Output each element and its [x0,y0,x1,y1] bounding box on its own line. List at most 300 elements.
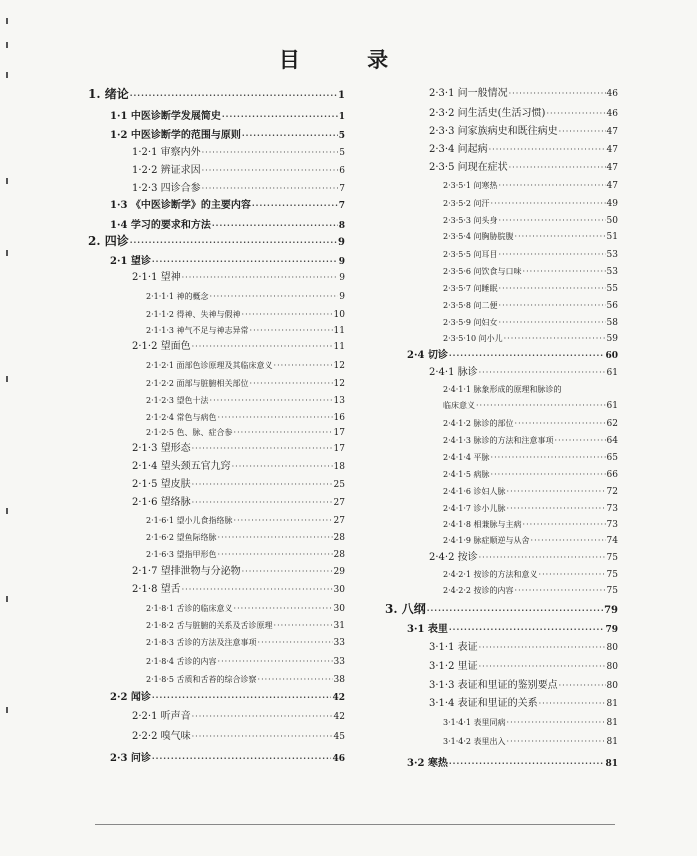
toc-entry-page: 47 [606,181,618,191]
dot-leader [499,248,606,262]
toc-entry[interactable] [429,125,618,139]
toc-entry-page: 11 [333,326,345,336]
dot-leader [202,182,339,196]
toc-entry-page: 6 [339,166,345,176]
toc-entry-label: 2·4·1·8 相兼脉与主病 [443,520,522,529]
toc-entry[interactable] [443,502,618,516]
dot-leader [212,218,338,232]
toc-entry-label: 2·1·6 望络脉 [132,497,191,508]
toc-entry-page: 17 [333,444,345,454]
toc-entry-label: 2·1·8·5 舌质和舌苔的综合诊察 [146,675,257,684]
toc-entry[interactable] [429,641,618,655]
dot-leader [523,518,606,532]
dot-leader [515,230,606,244]
toc-entry[interactable] [132,146,345,160]
toc-entry-page: 1 [338,112,345,122]
toc-entry[interactable] [443,248,618,262]
toc-entry-page: 61 [606,401,618,411]
toc-entry-label: 2·1·2 望面色 [132,341,191,352]
dot-leader [499,299,606,313]
toc-entry[interactable] [110,690,345,705]
toc-entry-label: 2·1·1·2 得神、失神与假神 [146,310,241,319]
toc-entry[interactable] [407,622,618,637]
toc-entry[interactable] [385,602,618,618]
dot-leader [192,478,333,492]
margin-mark [6,250,8,256]
dot-leader [152,254,338,268]
toc-entry[interactable] [429,87,618,101]
dot-leader [218,531,333,545]
toc-entry[interactable] [429,107,618,121]
dot-leader [192,340,333,354]
dot-leader [489,143,606,157]
toc-entry-page: 75 [606,553,618,563]
toc-entry[interactable] [146,377,345,391]
toc-entry-label: 2·2·1 听声音 [132,711,191,722]
toc-entry-page: 80 [606,643,618,653]
toc-entry[interactable] [88,87,345,103]
toc-entry-label: 2·4·1 脉诊 [429,367,478,378]
toc-entry-label: 2·1·8·1 舌诊的临床意义 [146,604,233,613]
toc-entry-page: 53 [606,250,618,260]
dot-leader [531,534,606,548]
toc-entry[interactable] [443,214,618,228]
toc-entry[interactable] [146,359,345,373]
toc-entry-page: 9 [338,257,345,267]
toc-entry[interactable] [443,735,618,749]
toc-entry-page: 80 [606,681,618,691]
dot-leader [507,735,606,749]
page-bottom-rule [95,824,615,825]
toc-entry-page: 27 [333,516,345,526]
toc-entry[interactable] [429,660,618,674]
toc-entry-label: 2·1·6·1 望小儿食指络脉 [146,516,233,525]
toc-entry-page: 47 [606,163,618,173]
toc-entry-label: 3·1·4·1 表里同病 [443,718,506,727]
toc-entry-page: 46 [606,89,618,99]
toc-entry-label: 2·1·8·4 舌诊的内容 [146,657,217,666]
toc-entry[interactable] [132,164,345,178]
dot-leader [479,366,606,380]
toc-entry-label: 2·4·1·6 诊妇人脉 [443,487,506,496]
margin-mark [6,376,8,382]
toc-entry-label: 2·1·1 望神 [132,272,181,283]
toc-entry-label: 1. 绪论 [88,87,129,101]
toc-entry[interactable] [88,234,345,250]
toc-entry-label: 2·3·5·10 问小儿 [443,334,503,343]
toc-entry[interactable] [443,299,618,313]
toc-entry-page: 27 [333,498,345,508]
toc-entry[interactable] [132,460,345,474]
toc-entry-label: 2·4·1·1 脉象形成的原理和脉诊的 [443,385,562,394]
dot-leader [499,214,606,228]
dot-leader [152,690,332,704]
dot-leader [192,496,333,510]
toc-entry[interactable] [443,230,618,244]
toc-entry[interactable] [110,254,345,269]
dot-leader [491,451,606,465]
page-title: 目 录 [278,47,419,72]
toc-entry-label: 2·4·1·3 脉诊的方法和注意事项 [443,436,554,445]
toc-entry-page: 17 [333,428,345,438]
toc-entry[interactable] [132,565,345,579]
toc-entry-label: 2·4·1·2 脉诊的部位 [443,419,514,428]
toc-entry-page: 12 [333,361,345,371]
dot-leader [515,584,606,598]
toc-entry-page: 81 [605,759,618,769]
toc-entry-page: 45 [333,732,345,742]
toc-entry-page: 7 [339,184,345,194]
toc-entry-page: 46 [606,109,618,119]
toc-entry-label: 3·2 寒热 [407,758,448,769]
toc-entry-page: 30 [333,585,345,595]
toc-entry-label: 2·3·5·5 问耳目 [443,250,498,259]
dot-leader [252,198,338,212]
toc-entry-page: 42 [332,693,345,703]
toc-entry[interactable] [110,128,345,143]
toc-entry-page: 81 [606,737,618,747]
toc-entry[interactable] [146,324,345,338]
toc-entry[interactable] [443,399,618,413]
dot-leader [210,290,339,304]
toc-entry-label: 2·1·1·3 神气不足与神志异常 [146,326,249,335]
dot-leader [218,655,333,669]
dot-leader [509,161,606,175]
dot-leader [258,673,333,687]
toc-entry-page: 66 [606,470,618,480]
dot-leader [479,551,606,565]
toc-entry[interactable] [443,568,618,582]
toc-entry-label: 2·3·2 问生活史(生活习惯) [429,108,546,119]
toc-entry-page: 50 [606,216,618,226]
toc-entry[interactable] [443,434,618,448]
dot-leader [232,460,333,474]
toc-entry-label: 1·2·1 审察内外 [132,147,201,158]
dot-leader [192,442,333,456]
toc-entry[interactable] [132,182,345,196]
toc-entry-page: 28 [333,533,345,543]
toc-entry-label: 2·3·5·3 问头身 [443,216,498,225]
toc-entry-label: 2·1·2·1 面部色诊原理及其临床意义 [146,361,273,370]
toc-entry-page: 81 [606,718,618,728]
toc-entry-label: 2·3 问诊 [110,753,151,764]
toc-entry-page: 29 [333,567,345,577]
toc-entry[interactable] [146,531,345,545]
toc-entry[interactable] [146,636,345,650]
dot-leader [192,730,333,744]
dot-leader [479,641,606,655]
toc-entry[interactable] [146,602,345,616]
toc-entry-label: 2. 四诊 [88,234,129,248]
toc-entry-page: 75 [606,570,618,580]
dot-leader [274,619,333,633]
toc-entry-label: 临床意义 [443,401,475,410]
toc-entry-label: 2·1·7 望排泄物与分泌物 [132,566,241,577]
toc-entry[interactable] [132,340,345,354]
toc-entry-label: 2·1·6·3 望指甲形色 [146,550,217,559]
toc-entry-label: 2·4·1·5 病脉 [443,470,490,479]
toc-entry-page: 47 [606,145,618,155]
toc-entry[interactable] [146,673,345,687]
toc-entry[interactable] [429,143,618,157]
toc-entry-page: 81 [606,699,618,709]
toc-entry[interactable] [146,290,345,304]
toc-entry-page: 58 [606,318,618,328]
toc-entry-label: 2·4 切诊 [407,350,448,361]
toc-entry[interactable] [443,518,618,532]
toc-entry[interactable] [146,308,345,322]
dot-leader [258,636,333,650]
toc-entry-page: 55 [606,284,618,294]
toc-entry-label: 2·2 闻诊 [110,692,151,703]
dot-leader [250,377,333,391]
toc-entry[interactable] [429,697,618,711]
dot-leader [210,394,333,408]
toc-entry[interactable] [443,197,618,211]
dot-leader [499,282,606,296]
toc-entry-label: 2·1·2·2 面部与脏腑相关部位 [146,379,249,388]
toc-entry-label: 2·3·5·2 问汗 [443,199,490,208]
toc-entry[interactable] [146,548,345,562]
margin-marks [6,0,14,856]
toc-entry-label: 3. 八纲 [385,602,426,616]
dot-leader [476,399,606,413]
toc-entry-page: 75 [606,586,618,596]
toc-entry-page: 5 [339,148,345,158]
toc-entry-page: 74 [606,536,618,546]
dot-leader [130,235,337,249]
toc-entry-page: 79 [604,605,618,616]
toc-entry-page: 33 [333,657,345,667]
dot-leader [182,583,333,597]
dot-leader [515,417,606,431]
dot-leader [218,411,333,425]
toc-entry-label: 2·3·5·1 问寒热 [443,181,498,190]
dot-leader [491,468,606,482]
toc-entry[interactable] [132,583,345,597]
toc-entry-label: 3·1·2 里证 [429,661,478,672]
margin-mark [6,596,8,602]
toc-entry-label: 1·4 学习的要求和方法 [110,220,211,231]
dot-leader [491,197,606,211]
dot-leader [242,128,338,142]
dot-leader [242,565,333,579]
dot-leader [509,87,606,101]
dot-leader [130,88,337,102]
toc-entry-page: 59 [606,334,618,344]
dot-leader [250,324,333,338]
dot-leader [427,603,603,617]
toc-entry-page: 53 [606,267,618,277]
toc-entry[interactable] [429,366,618,380]
toc-entry-label: 1·2 中医诊断学的范围与原则 [110,130,241,141]
dot-leader [546,107,605,121]
toc-entry[interactable] [443,417,618,431]
toc-entry[interactable] [429,679,618,693]
toc-entry-label: 2·1 望诊 [110,256,151,267]
toc-entry-label: 2·1·2·3 望色十法 [146,396,209,405]
toc-entry-label: 2·4·2 按诊 [429,552,478,563]
dot-leader [234,514,333,528]
toc-entry-page: 33 [333,638,345,648]
toc-entry[interactable] [443,282,618,296]
toc-entry-label: 2·4·1·4 平脉 [443,453,490,462]
toc-entry-page: 28 [333,550,345,560]
toc-entry-label: 1·3 《中医诊断学》的主要内容 [110,200,251,211]
toc-entry[interactable] [146,411,345,425]
dot-leader [523,265,606,279]
toc-entry[interactable] [132,478,345,492]
toc-entry-page: 62 [606,419,618,429]
toc-entry-label: 2·1·4 望头颈五官九窍 [132,461,231,472]
toc-entry-label: 2·1·1·1 神的概念 [146,292,209,301]
toc-entry[interactable] [146,394,345,408]
toc-entry-page: 18 [333,462,345,472]
toc-entry-label: 2·3·3 问家族病史和既往病史 [429,126,558,137]
toc-entry-label: 3·1·4·2 表里出入 [443,737,506,746]
toc-entry-label: 3·1 表里 [407,624,448,635]
toc-entry[interactable] [407,756,618,771]
toc-entry-label: 3·1·1 表证 [429,642,478,653]
toc-entry-page: 60 [605,351,618,361]
toc-entry-page: 49 [606,199,618,209]
toc-entry[interactable] [146,426,345,440]
toc-entry[interactable] [110,109,345,124]
dot-leader [507,485,606,499]
toc-entry-page: 51 [606,232,618,242]
toc-entry-label: 2·3·5·4 问胸胁脘腹 [443,232,514,241]
dot-leader [507,502,606,516]
toc-entry[interactable] [132,496,345,510]
toc-entry-page: 8 [338,221,345,231]
toc-entry-label: 2·4·1·9 脉症顺逆与从舍 [443,536,530,545]
dot-leader [449,756,605,770]
toc-entry[interactable] [146,655,345,669]
dot-leader [234,602,333,616]
toc-entry-label: 2·1·8·3 舌诊的方法及注意事项 [146,638,257,647]
toc-entry-page: 25 [333,480,345,490]
toc-entry[interactable] [443,584,618,598]
toc-entry[interactable] [110,218,345,233]
dot-leader [507,716,606,730]
toc-entry-page: 47 [606,127,618,137]
toc-entry[interactable] [132,442,345,456]
toc-entry[interactable] [407,348,618,363]
toc-entry-page: 11 [333,342,345,352]
dot-leader [274,359,333,373]
dot-leader [234,426,333,440]
toc-entry[interactable] [443,451,618,465]
dot-leader [539,568,606,582]
toc-entry-label: 2·3·5·7 问睡眠 [443,284,498,293]
toc-entry[interactable] [132,271,345,285]
toc-entry-page: 7 [338,201,345,211]
toc-entry-label: 2·1·5 望皮肤 [132,479,191,490]
toc-entry[interactable] [443,316,618,330]
toc-entry-page: 16 [333,413,345,423]
toc-entry-label: 2·3·5·9 问妇女 [443,318,498,327]
dot-leader [449,622,605,636]
toc-entry-label: 2·3·5·6 问饮食与口味 [443,267,522,276]
dot-leader [222,109,338,123]
toc-entry[interactable] [443,534,618,548]
toc-entry-label: 2·2·2 嗅气味 [132,731,191,742]
toc-entry[interactable] [443,383,618,397]
toc-entry-page: 73 [606,504,618,514]
toc-entry-label: 2·3·5·8 问二便 [443,301,498,310]
toc-entry-page: 1 [338,90,345,101]
toc-entry-page: 38 [333,675,345,685]
toc-entry-label: 2·1·8·2 舌与脏腑的关系及舌诊原理 [146,621,273,630]
toc-entry[interactable] [443,179,618,193]
toc-entry[interactable] [110,751,345,766]
toc-entry-page: 64 [606,436,618,446]
dot-leader [202,146,339,160]
toc-entry[interactable] [146,619,345,633]
margin-mark [6,18,8,24]
toc-entry-page: 73 [606,520,618,530]
toc-entry-page: 31 [333,621,345,631]
dot-leader [192,710,333,724]
toc-entry-page: 79 [605,625,618,635]
toc-entry[interactable] [443,485,618,499]
toc-entry[interactable] [443,716,618,730]
toc-entry-page: 12 [333,379,345,389]
dot-leader [152,751,332,765]
toc-entry[interactable] [443,468,618,482]
dot-leader [202,164,339,178]
toc-entry[interactable] [429,551,618,565]
toc-entry[interactable] [132,730,345,744]
toc-entry-label: 2·3·1 问一般情况 [429,88,508,99]
toc-entry-page: 61 [606,368,618,378]
toc-entry-page: 72 [606,487,618,497]
toc-entry[interactable] [443,265,618,279]
toc-entry-label: 1·2·3 四诊合参 [132,183,201,194]
toc-entry-page: 9 [339,292,345,302]
toc-entry[interactable] [429,161,618,175]
toc-entry-page: 10 [333,310,345,320]
dot-leader [504,332,606,346]
toc-entry[interactable] [146,514,345,528]
toc-entry-label: 3·1·3 表证和里证的鉴别要点 [429,680,558,691]
dot-leader [539,697,606,711]
dot-leader [449,348,605,362]
toc-entry-page: 9 [339,273,345,283]
toc-entry-page: 9 [338,237,345,248]
toc-entry-page: 5 [338,131,345,141]
dot-leader [218,548,333,562]
toc-entry-page: 80 [606,662,618,672]
toc-entry-label: 2·4·2·2 按诊的内容 [443,586,514,595]
dot-leader [499,316,606,330]
toc-entry-page: 46 [332,754,345,764]
toc-entry-label: 1·1 中医诊断学发展简史 [110,111,221,122]
toc-entry[interactable] [443,332,618,346]
margin-mark [6,508,8,514]
toc-entry-page: 42 [333,712,345,722]
toc-entry[interactable] [110,198,345,213]
toc-entry-label: 2·1·6·2 望鱼际络脉 [146,533,217,542]
toc-entry[interactable] [132,710,345,724]
toc-entry-page: 56 [606,301,618,311]
dot-leader [559,679,606,693]
toc-entry-label: 2·3·5 问现在症状 [429,162,508,173]
toc-entry-label: 2·1·3 望形态 [132,443,191,454]
margin-mark [6,707,8,713]
toc-entry-label: 2·3·4 问起病 [429,144,488,155]
toc-entry-label: 2·1·8 望舌 [132,584,181,595]
